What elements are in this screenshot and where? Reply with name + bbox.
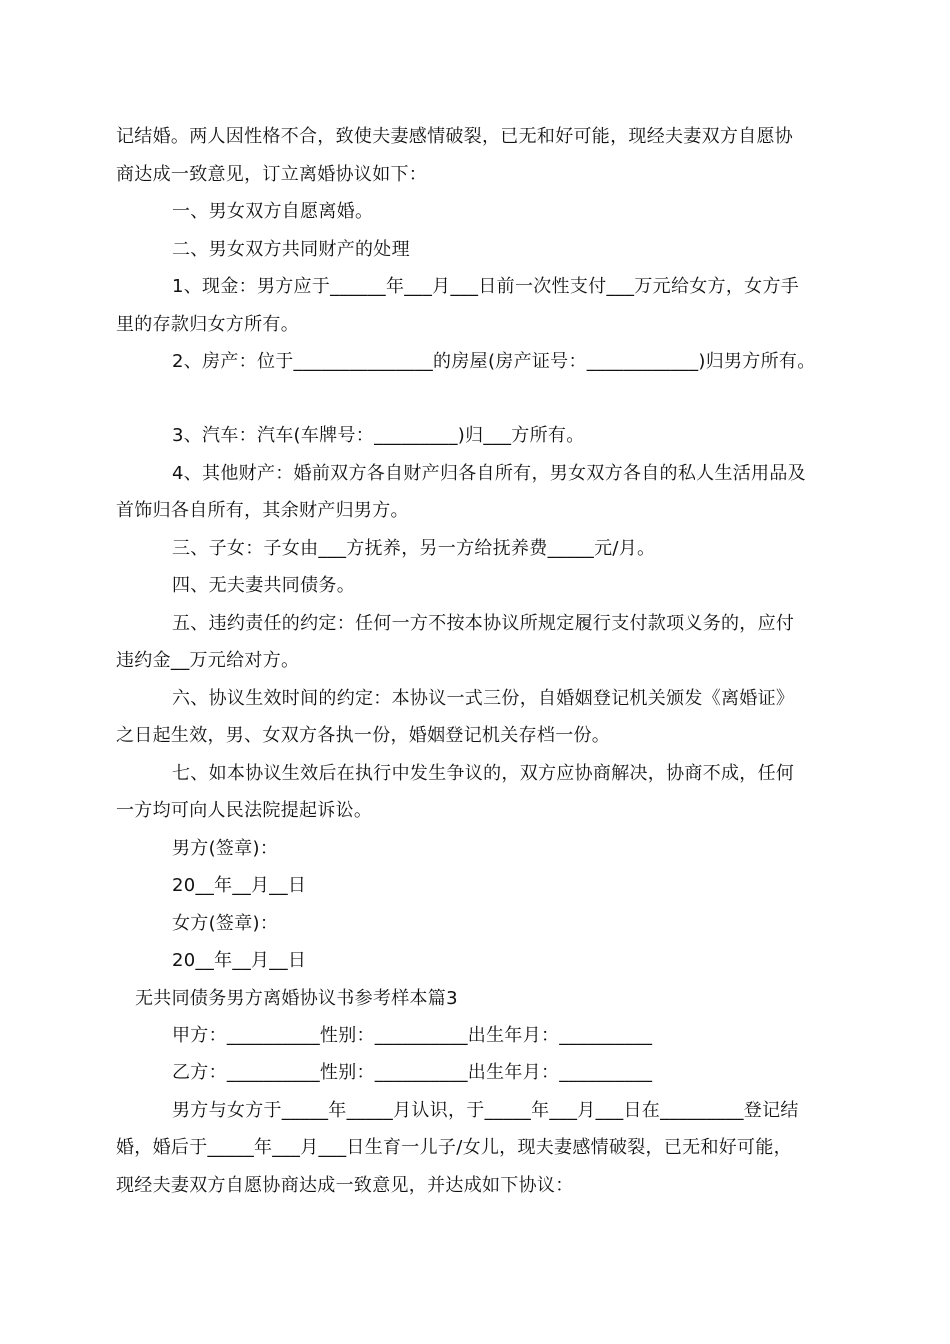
party-b-line: 乙方：__________性别：__________出生年月：__________ [172,1062,653,1083]
text-line: 首饰归各自所有，其余财产归男方。 [116,500,409,521]
signature-male-label: 男方(签章)： [172,838,279,859]
signature-male-date: 20__年__月__日 [172,875,307,896]
text-line: 婚，婚后于_____年___月___日生育一儿子/女儿，现夫妻感情破裂，已无和好可能， [116,1137,792,1158]
clause-2-item-3: 3、汽车：汽车(车牌号：_________)归___方所有。 [172,425,585,446]
clause-7: 七、如本协议生效后在执行中发生争议的，双方应协商解决，协商不成，任何 [172,763,795,784]
signature-female-label: 女方(签章)： [172,913,279,934]
text-line: 现经夫妻双方自愿协商达成一致意见，并达成如下协议： [116,1175,574,1196]
clause-2-item-2: 2、房产：位于_______________的房屋(房产证号：____________)归男方所有。 [172,351,816,372]
clause-6: 六、协议生效时间的约定：本协议一式三份，自婚姻登记机关颁发《离婚证》 [172,688,795,709]
text-line: 违约金__万元给对方。 [116,650,300,671]
party-a-line: 甲方：__________性别：__________出生年月：__________ [172,1025,653,1046]
clause-2-item-1: 1、现金：男方应于______年___月___日前一次性支付___万元给女方，女方手 [172,276,800,297]
clause-5: 五、违约责任的约定：任何一方不按本协议所规定履行支付款项义务的，应付 [172,613,795,634]
clause-3: 三、子女：子女由___方抚养，另一方给抚养费_____元/月。 [172,538,656,559]
clause-4: 四、无夫妻共同债务。 [172,575,355,596]
text-line: 之日起生效，男、女双方各执一份，婚姻登记机关存档一份。 [116,725,611,746]
text-line: 男方与女方于_____年_____月认识，于_____年___月___日在_________登记结 [172,1100,799,1121]
text-line: 里的存款归女方所有。 [116,314,299,335]
text-line: 商达成一致意见，订立离婚协议如下： [116,164,428,185]
signature-female-date: 20__年__月__日 [172,950,307,971]
section-heading: 无共同债务男方离婚协议书参考样本篇3 [135,988,458,1009]
clause-2-item-4: 4、其他财产：婚前双方各自财产归各自所有，男女双方各自的私人生活用品及 [172,463,806,484]
clause-2: 二、男女双方共同财产的处理 [172,239,410,260]
text-line: 记结婚。两人因性格不合，致使夫妻感情破裂，已无和好可能，现经夫妻双方自愿协 [116,126,794,147]
clause-1: 一、男女双方自愿离婚。 [172,201,374,222]
text-line: 一方均可向人民法院提起诉讼。 [116,800,373,821]
